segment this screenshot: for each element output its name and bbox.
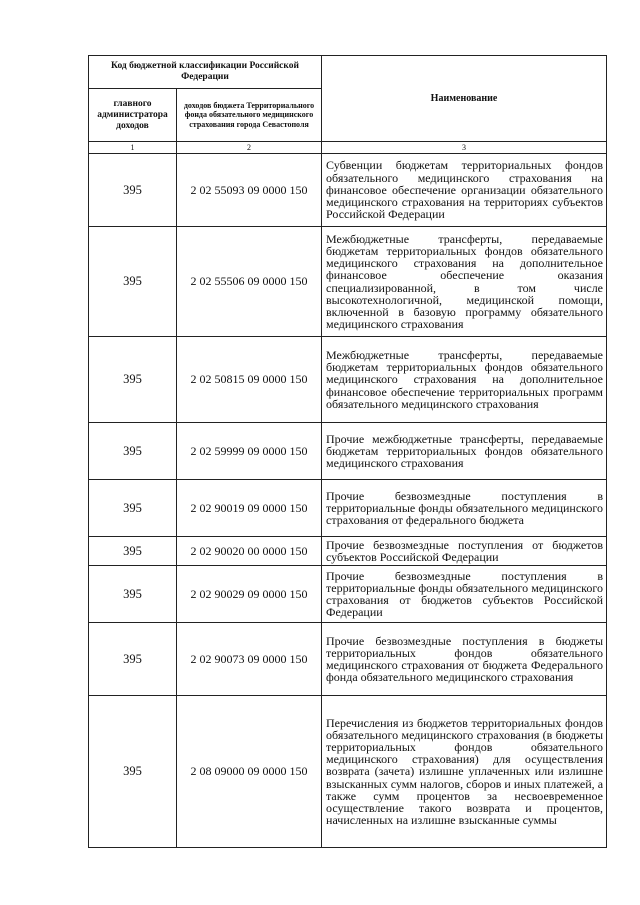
table-row <box>89 337 607 423</box>
table-row <box>89 154 607 227</box>
income-code: 2 02 90029 09 0000 150 <box>177 566 322 623</box>
header-name: Наименование <box>322 56 607 142</box>
income-name: Прочие безвозмездные поступления в бюджеты территориальных фондов обязательного медицинского страхования от бюджета Федерального фонда обязательного медицинского страхования <box>322 623 607 696</box>
table-row <box>89 423 607 480</box>
header-income: доходов бюджета Территориального фонда обязательного медицинского страхования города Севастополя <box>177 89 322 142</box>
column-number-row <box>89 142 607 154</box>
income-code: 2 08 09000 09 0000 150 <box>177 696 322 848</box>
income-name: Прочие безвозмездные поступления от бюджетов субъектов Российской Федерации <box>322 537 607 566</box>
table-row <box>89 566 607 623</box>
table-row <box>89 227 607 337</box>
income-code: 2 02 55093 09 0000 150 <box>177 154 322 227</box>
admin-code: 395 <box>89 423 177 480</box>
income-code: 2 02 59999 09 0000 150 <box>177 423 322 480</box>
table-row <box>89 696 607 848</box>
income-code: 2 02 90019 09 0000 150 <box>177 480 322 537</box>
income-code: 2 02 90020 00 0000 150 <box>177 537 322 566</box>
budget-classification-table <box>88 55 607 848</box>
income-name: Прочие безвозмездные поступления в территориальные фонды обязательного медицинского страхования от федерального бюджета <box>322 480 607 537</box>
income-code: 2 02 90073 09 0000 150 <box>177 623 322 696</box>
income-name: Перечисления из бюджетов территориальных фондов обязательного медицинского страхования (в бюджеты территориальных фондов обязательного медицинского страхования) для осуществления возврата (зачета) излишне уплаченных или излишне взысканных сумм налогов, сборов и иных платежей, а также сумм процентов за несвоевременное осуществление такого возврата и процентов, начисленных на излишне взысканные суммы <box>322 696 607 848</box>
header-group-title: Код бюджетной классификации Российской Федерации <box>89 56 322 89</box>
income-name: Прочие межбюджетные трансферты, передаваемые бюджетам территориальных фондов обязательного медицинского страхования <box>322 423 607 480</box>
income-name: Межбюджетные трансферты, передаваемые бюджетам территориальных фондов обязательного медицинского страхования на дополнительное финансовое обеспечение оказания специализированной, в том числе высокотехнологичной, медицинской помощи, включенной в базовую программу обязательного медицинского страхования <box>322 227 607 337</box>
column-number-2: 2 <box>177 142 322 154</box>
admin-code: 395 <box>89 623 177 696</box>
column-number-3: 3 <box>322 142 607 154</box>
column-number-1: 1 <box>89 142 177 154</box>
admin-code: 395 <box>89 537 177 566</box>
admin-code: 395 <box>89 154 177 227</box>
income-code: 2 02 55506 09 0000 150 <box>177 227 322 337</box>
header-admin: главного администратора доходов <box>89 89 177 142</box>
admin-code: 395 <box>89 337 177 423</box>
admin-code: 395 <box>89 480 177 537</box>
table-row <box>89 537 607 566</box>
header-row-group <box>89 56 607 89</box>
income-name: Прочие безвозмездные поступления в территориальные фонды обязательного медицинского страхования от бюджетов субъектов Российской Федерации <box>322 566 607 623</box>
income-name: Межбюджетные трансферты, передаваемые бюджетам территориальных фондов обязательного медицинского страхования на дополнительное финансовое обеспечение территориальных программ обязательного медицинского страхования <box>322 337 607 423</box>
income-code: 2 02 50815 09 0000 150 <box>177 337 322 423</box>
table-row <box>89 480 607 537</box>
table-row <box>89 623 607 696</box>
admin-code: 395 <box>89 227 177 337</box>
admin-code: 395 <box>89 566 177 623</box>
admin-code: 395 <box>89 696 177 848</box>
income-name: Субвенции бюджетам территориальных фондов обязательного медицинского страхования на финансовое обеспечение организации обязательного медицинского страхования на территориях субъектов Российской Федерации <box>322 154 607 227</box>
